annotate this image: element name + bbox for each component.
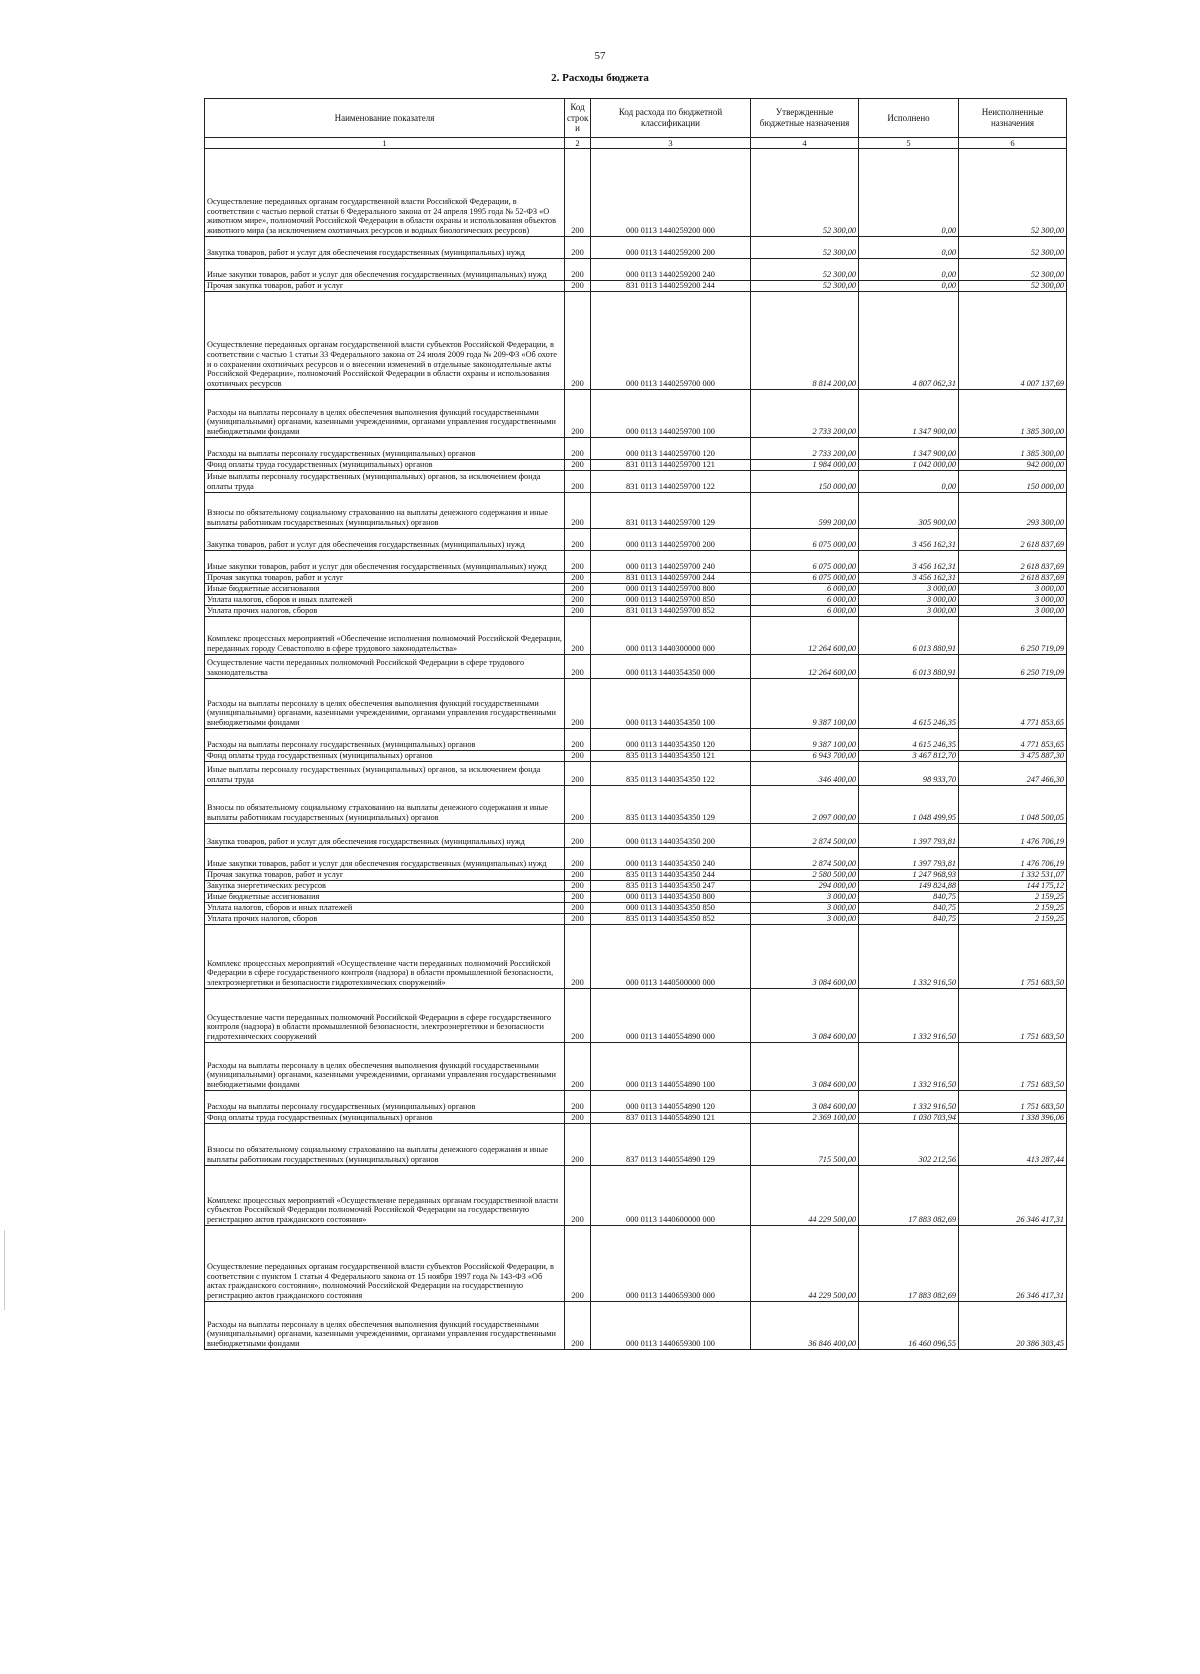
column-number: 3	[591, 138, 751, 149]
row-name: Фонд оплаты труда государственных (муниципальных) органов	[205, 751, 565, 762]
header-line-code: Код строк и	[565, 99, 591, 138]
row-line-code: 200	[565, 848, 591, 870]
table-row	[205, 584, 1067, 595]
row-line-code: 200	[565, 762, 591, 786]
row-expense-code: 000 0113 1440259200 000	[591, 149, 751, 237]
row-name: Уплата прочих налогов, сборов	[205, 606, 565, 617]
row-executed: 0,00	[859, 281, 959, 292]
row-unexecuted: 1 476 706,19	[959, 824, 1067, 848]
table-row	[205, 655, 1067, 679]
row-unexecuted: 1 751 683,50	[959, 989, 1067, 1043]
row-unexecuted: 144 175,12	[959, 881, 1067, 892]
header-row	[205, 99, 1067, 138]
row-approved: 52 300,00	[751, 259, 859, 281]
row-name: Осуществление переданных органам государственной власти субъектов Российской Федерации, в соответствии с частью 1 статьи 33 Федерального закона от 24 июля 2009 года № 209-ФЗ «Об охоте и о сохранении охотничьих ресурсов и о внесении изменений в отдельные законодательные акты Российской Федерации», полномочий Российской Федерации в области охраны и использования охотничьих ресурсов	[205, 292, 565, 390]
row-approved: 52 300,00	[751, 237, 859, 259]
row-expense-code: 831 0113 1440259700 129	[591, 493, 751, 529]
column-number: 5	[859, 138, 959, 149]
column-number-row	[205, 138, 1067, 149]
row-name: Расходы на выплаты персоналу государственных (муниципальных) органов	[205, 729, 565, 751]
row-expense-code: 000 0113 1440259200 200	[591, 237, 751, 259]
row-unexecuted: 52 300,00	[959, 281, 1067, 292]
row-expense-code: 831 0113 1440259700 121	[591, 460, 751, 471]
row-expense-code: 837 0113 1440554890 129	[591, 1124, 751, 1166]
row-expense-code: 000 0113 1440354350 000	[591, 655, 751, 679]
table-row	[205, 149, 1067, 237]
row-executed: 149 824,88	[859, 881, 959, 892]
row-unexecuted: 1 338 396,06	[959, 1113, 1067, 1124]
row-line-code: 200	[565, 551, 591, 573]
header-executed: Исполнено	[859, 99, 959, 138]
row-unexecuted: 1 385 300,00	[959, 390, 1067, 438]
row-expense-code: 831 0113 1440259700 852	[591, 606, 751, 617]
row-line-code: 200	[565, 438, 591, 460]
table-row	[205, 617, 1067, 655]
row-executed: 0,00	[859, 259, 959, 281]
table-row	[205, 460, 1067, 471]
row-unexecuted: 3 475 887,30	[959, 751, 1067, 762]
row-line-code: 200	[565, 595, 591, 606]
row-executed: 98 933,70	[859, 762, 959, 786]
column-number: 2	[565, 138, 591, 149]
row-name: Расходы на выплаты персоналу государственных (муниципальных) органов	[205, 438, 565, 460]
row-line-code: 200	[565, 149, 591, 237]
table-row	[205, 1166, 1067, 1226]
row-unexecuted: 26 346 417,31	[959, 1226, 1067, 1302]
row-unexecuted: 150 000,00	[959, 471, 1067, 493]
row-executed: 16 460 096,55	[859, 1302, 959, 1350]
table-row	[205, 595, 1067, 606]
row-executed: 1 247 968,93	[859, 870, 959, 881]
row-approved: 3 084 600,00	[751, 1043, 859, 1091]
row-approved: 44 229 500,00	[751, 1166, 859, 1226]
table-row	[205, 471, 1067, 493]
row-unexecuted: 52 300,00	[959, 237, 1067, 259]
table-row	[205, 762, 1067, 786]
row-name: Осуществление переданных органам государственной власти Российской Федерации, в соответствии с частью первой статьи 6 Федерального закона от 24 апреля 1995 года № 52-ФЗ «О животном мире», полномочий Российской Федерации в области охраны и использования объектов животного мира (за исключением охотничьих ресурсов и водных биологических ресурсов)	[205, 149, 565, 237]
row-expense-code: 835 0113 1440354350 244	[591, 870, 751, 881]
row-unexecuted: 4 007 137,69	[959, 292, 1067, 390]
row-executed: 302 212,56	[859, 1124, 959, 1166]
row-executed: 1 048 499,95	[859, 786, 959, 824]
row-unexecuted: 247 466,30	[959, 762, 1067, 786]
row-approved: 6 075 000,00	[751, 573, 859, 584]
row-expense-code: 000 0113 1440259700 200	[591, 529, 751, 551]
row-executed: 1 347 900,00	[859, 438, 959, 460]
row-approved: 6 000,00	[751, 595, 859, 606]
table-row	[205, 1124, 1067, 1166]
row-unexecuted: 26 346 417,31	[959, 1166, 1067, 1226]
row-line-code: 200	[565, 729, 591, 751]
table-row	[205, 786, 1067, 824]
row-line-code: 200	[565, 1091, 591, 1113]
row-executed: 17 883 082,69	[859, 1226, 959, 1302]
row-line-code: 200	[565, 751, 591, 762]
table-row	[205, 573, 1067, 584]
row-expense-code: 000 0113 1440600000 000	[591, 1166, 751, 1226]
row-name: Взносы по обязательному социальному страхованию на выплаты денежного содержания и иные выплаты работникам государственных (муниципальных) органов	[205, 786, 565, 824]
row-unexecuted: 1 476 706,19	[959, 848, 1067, 870]
row-executed: 4 615 246,35	[859, 679, 959, 729]
row-name: Закупка товаров, работ и услуг для обеспечения государственных (муниципальных) нужд	[205, 529, 565, 551]
row-expense-code: 835 0113 1440354350 122	[591, 762, 751, 786]
table-row	[205, 989, 1067, 1043]
header-expense-code: Код расхода по бюджетной классификации	[591, 99, 751, 138]
row-unexecuted: 52 300,00	[959, 149, 1067, 237]
row-name: Иные закупки товаров, работ и услуг для обеспечения государственных (муниципальных) нужд	[205, 551, 565, 573]
row-unexecuted: 1 751 683,50	[959, 925, 1067, 989]
table-row	[205, 529, 1067, 551]
row-unexecuted: 1 751 683,50	[959, 1043, 1067, 1091]
row-name: Расходы на выплаты персоналу в целях обеспечения выполнения функций государственными (муниципальными) органами, казенными учреждениями, органами управления государственными внебюджетными фондами	[205, 1043, 565, 1091]
row-line-code: 200	[565, 281, 591, 292]
row-approved: 12 264 600,00	[751, 655, 859, 679]
row-expense-code: 000 0113 1440554890 120	[591, 1091, 751, 1113]
row-executed: 840,75	[859, 914, 959, 925]
row-executed: 0,00	[859, 149, 959, 237]
header-indicator-name: Наименование показателя	[205, 99, 565, 138]
section-title: 2. Расходы бюджета	[551, 72, 649, 84]
row-executed: 1 332 916,50	[859, 989, 959, 1043]
row-expense-code: 000 0113 1440259700 100	[591, 390, 751, 438]
scan-margin-mark	[4, 1230, 5, 1310]
row-executed: 0,00	[859, 237, 959, 259]
table-row	[205, 824, 1067, 848]
row-unexecuted: 3 000,00	[959, 595, 1067, 606]
row-name: Осуществление части переданных полномочий Российской Федерации в сфере трудового законодательства	[205, 655, 565, 679]
row-name: Прочая закупка товаров, работ и услуг	[205, 573, 565, 584]
row-approved: 6 075 000,00	[751, 529, 859, 551]
row-executed: 1 397 793,81	[859, 848, 959, 870]
row-expense-code: 000 0113 1440500000 000	[591, 925, 751, 989]
row-name: Закупка энергетических ресурсов	[205, 881, 565, 892]
row-expense-code: 000 0113 1440354350 120	[591, 729, 751, 751]
table-row	[205, 892, 1067, 903]
table-body	[205, 149, 1067, 1350]
table-row	[205, 438, 1067, 460]
row-name: Уплата налогов, сборов и иных платежей	[205, 595, 565, 606]
row-executed: 17 883 082,69	[859, 1166, 959, 1226]
row-executed: 1 347 900,00	[859, 390, 959, 438]
row-approved: 2 733 200,00	[751, 438, 859, 460]
row-expense-code: 000 0113 1440259700 000	[591, 292, 751, 390]
table-row	[205, 881, 1067, 892]
table-row	[205, 259, 1067, 281]
table-row	[205, 870, 1067, 881]
row-unexecuted: 293 300,00	[959, 493, 1067, 529]
row-approved: 2 097 000,00	[751, 786, 859, 824]
row-expense-code: 000 0113 1440300000 000	[591, 617, 751, 655]
table-row	[205, 1302, 1067, 1350]
row-expense-code: 000 0113 1440354350 200	[591, 824, 751, 848]
row-line-code: 200	[565, 870, 591, 881]
header-unexecuted: Неисполненные назначения	[959, 99, 1067, 138]
table-row	[205, 493, 1067, 529]
row-executed: 3 000,00	[859, 584, 959, 595]
row-unexecuted: 2 618 837,69	[959, 573, 1067, 584]
table-row	[205, 848, 1067, 870]
row-line-code: 200	[565, 1226, 591, 1302]
row-line-code: 200	[565, 1113, 591, 1124]
row-executed: 6 013 880,91	[859, 617, 959, 655]
row-line-code: 200	[565, 606, 591, 617]
row-line-code: 200	[565, 460, 591, 471]
row-approved: 6 943 700,00	[751, 751, 859, 762]
table-row	[205, 925, 1067, 989]
row-executed: 3 467 812,70	[859, 751, 959, 762]
row-approved: 3 000,00	[751, 892, 859, 903]
row-approved: 6 000,00	[751, 584, 859, 595]
row-line-code: 200	[565, 617, 591, 655]
row-unexecuted: 1 385 300,00	[959, 438, 1067, 460]
column-number: 4	[751, 138, 859, 149]
row-approved: 2 580 500,00	[751, 870, 859, 881]
row-approved: 9 387 100,00	[751, 729, 859, 751]
row-executed: 1 042 000,00	[859, 460, 959, 471]
row-approved: 52 300,00	[751, 149, 859, 237]
row-executed: 1 030 703,94	[859, 1113, 959, 1124]
row-approved: 2 874 500,00	[751, 824, 859, 848]
row-expense-code: 000 0113 1440259700 850	[591, 595, 751, 606]
row-approved: 3 084 600,00	[751, 925, 859, 989]
table-row	[205, 237, 1067, 259]
row-expense-code: 000 0113 1440659300 000	[591, 1226, 751, 1302]
row-line-code: 200	[565, 573, 591, 584]
row-line-code: 200	[565, 584, 591, 595]
row-unexecuted: 20 386 303,45	[959, 1302, 1067, 1350]
row-approved: 8 814 200,00	[751, 292, 859, 390]
row-expense-code: 000 0113 1440554890 100	[591, 1043, 751, 1091]
row-executed: 3 456 162,31	[859, 573, 959, 584]
row-approved: 2 874 500,00	[751, 848, 859, 870]
row-name: Фонд оплаты труда государственных (муниципальных) органов	[205, 1113, 565, 1124]
row-executed: 3 000,00	[859, 606, 959, 617]
row-unexecuted: 2 159,25	[959, 914, 1067, 925]
table-row	[205, 292, 1067, 390]
table-row	[205, 903, 1067, 914]
row-line-code: 200	[565, 655, 591, 679]
row-name: Прочая закупка товаров, работ и услуг	[205, 281, 565, 292]
row-expense-code: 000 0113 1440354350 100	[591, 679, 751, 729]
row-approved: 150 000,00	[751, 471, 859, 493]
row-line-code: 200	[565, 786, 591, 824]
row-approved: 3 000,00	[751, 914, 859, 925]
table-row	[205, 1226, 1067, 1302]
row-expense-code: 000 0113 1440259700 800	[591, 584, 751, 595]
header-approved: Утвержденные бюджетные назначения	[751, 99, 859, 138]
column-number: 1	[205, 138, 565, 149]
row-unexecuted: 413 287,44	[959, 1124, 1067, 1166]
row-expense-code: 000 0113 1440259700 240	[591, 551, 751, 573]
row-executed: 0,00	[859, 471, 959, 493]
row-unexecuted: 6 250 719,09	[959, 617, 1067, 655]
row-expense-code: 000 0113 1440354350 240	[591, 848, 751, 870]
row-name: Закупка товаров, работ и услуг для обеспечения государственных (муниципальных) нужд	[205, 237, 565, 259]
row-executed: 1 397 793,81	[859, 824, 959, 848]
table-row	[205, 390, 1067, 438]
row-approved: 6 075 000,00	[751, 551, 859, 573]
row-approved: 6 000,00	[751, 606, 859, 617]
row-executed: 305 900,00	[859, 493, 959, 529]
row-unexecuted: 4 771 853,65	[959, 729, 1067, 751]
row-line-code: 200	[565, 259, 591, 281]
row-expense-code: 835 0113 1440354350 129	[591, 786, 751, 824]
row-unexecuted: 3 000,00	[959, 606, 1067, 617]
row-name: Расходы на выплаты персоналу в целях обеспечения выполнения функций государственными (муниципальными) органами, казенными учреждениями, органами управления государственными внебюджетными фондами	[205, 1302, 565, 1350]
row-name: Осуществление части переданных полномочий Российской Федерации в сфере государственного контроля (надзора) в области промышленной безопасности, электроэнергетики и безопасности гидротехнических сооружений	[205, 989, 565, 1043]
row-line-code: 200	[565, 914, 591, 925]
table-row	[205, 679, 1067, 729]
row-approved: 346 400,00	[751, 762, 859, 786]
row-expense-code: 000 0113 1440354350 800	[591, 892, 751, 903]
row-name: Иные закупки товаров, работ и услуг для обеспечения государственных (муниципальных) нужд	[205, 848, 565, 870]
row-unexecuted: 4 771 853,65	[959, 679, 1067, 729]
row-executed: 1 332 916,50	[859, 1043, 959, 1091]
row-line-code: 200	[565, 1302, 591, 1350]
table-row	[205, 606, 1067, 617]
row-line-code: 200	[565, 824, 591, 848]
table-row	[205, 729, 1067, 751]
row-executed: 3 456 162,31	[859, 529, 959, 551]
row-name: Расходы на выплаты персоналу в целях обеспечения выполнения функций государственными (муниципальными) органами, казенными учреждениями, органами управления государственными внебюджетными фондами	[205, 679, 565, 729]
row-expense-code: 831 0113 1440259700 122	[591, 471, 751, 493]
row-executed: 4 807 062,31	[859, 292, 959, 390]
row-approved: 3 084 600,00	[751, 989, 859, 1043]
table-row	[205, 1113, 1067, 1124]
row-name: Взносы по обязательному социальному страхованию на выплаты денежного содержания и иные выплаты работникам государственных (муниципальных) органов	[205, 1124, 565, 1166]
row-approved: 2 369 100,00	[751, 1113, 859, 1124]
row-name: Уплата прочих налогов, сборов	[205, 914, 565, 925]
row-line-code: 200	[565, 903, 591, 914]
row-executed: 6 013 880,91	[859, 655, 959, 679]
row-unexecuted: 2 159,25	[959, 892, 1067, 903]
row-executed: 3 000,00	[859, 595, 959, 606]
row-line-code: 200	[565, 390, 591, 438]
row-line-code: 200	[565, 1124, 591, 1166]
table-row	[205, 1043, 1067, 1091]
row-line-code: 200	[565, 292, 591, 390]
row-line-code: 200	[565, 989, 591, 1043]
row-executed: 1 332 916,50	[859, 925, 959, 989]
row-expense-code: 837 0113 1440554890 121	[591, 1113, 751, 1124]
row-name: Иные выплаты персоналу государственных (муниципальных) органов, за исключением фонда оплаты труда	[205, 762, 565, 786]
row-unexecuted: 3 000,00	[959, 584, 1067, 595]
row-approved: 36 846 400,00	[751, 1302, 859, 1350]
row-name: Расходы на выплаты персоналу государственных (муниципальных) органов	[205, 1091, 565, 1113]
row-unexecuted: 6 250 719,09	[959, 655, 1067, 679]
row-expense-code: 835 0113 1440354350 852	[591, 914, 751, 925]
row-expense-code: 000 0113 1440259200 240	[591, 259, 751, 281]
row-executed: 840,75	[859, 903, 959, 914]
row-expense-code: 000 0113 1440259700 120	[591, 438, 751, 460]
row-approved: 3 084 600,00	[751, 1091, 859, 1113]
row-executed: 840,75	[859, 892, 959, 903]
row-line-code: 200	[565, 892, 591, 903]
row-name: Иные выплаты персоналу государственных (муниципальных) органов, за исключением фонда оплаты труда	[205, 471, 565, 493]
table-row	[205, 551, 1067, 573]
row-unexecuted: 1 048 500,05	[959, 786, 1067, 824]
row-line-code: 200	[565, 237, 591, 259]
row-approved: 12 264 600,00	[751, 617, 859, 655]
row-executed: 1 332 916,50	[859, 1091, 959, 1113]
row-unexecuted: 2 159,25	[959, 903, 1067, 914]
row-approved: 1 984 000,00	[751, 460, 859, 471]
row-unexecuted: 2 618 837,69	[959, 529, 1067, 551]
row-name: Комплекс процессных мероприятий «Осуществление переданных органам государственной власти субъектов Российской Федерации полномочий Российской Федерации на государственную регистрацию актов гражданского состояния»	[205, 1166, 565, 1226]
row-line-code: 200	[565, 679, 591, 729]
table-row	[205, 1091, 1067, 1113]
table-row	[205, 281, 1067, 292]
row-name: Иные бюджетные ассигнования	[205, 584, 565, 595]
row-approved: 599 200,00	[751, 493, 859, 529]
row-expense-code: 835 0113 1440354350 121	[591, 751, 751, 762]
row-name: Взносы по обязательному социальному страхованию на выплаты денежного содержания и иные выплаты работникам государственных (муниципальных) органов	[205, 493, 565, 529]
row-line-code: 200	[565, 1043, 591, 1091]
column-number: 6	[959, 138, 1067, 149]
row-unexecuted: 52 300,00	[959, 259, 1067, 281]
row-approved: 715 500,00	[751, 1124, 859, 1166]
row-executed: 4 615 246,35	[859, 729, 959, 751]
row-name: Расходы на выплаты персоналу в целях обеспечения выполнения функций государственными (муниципальными) органами, казенными учреждениями, органами управления государственными внебюджетными фондами	[205, 390, 565, 438]
row-approved: 294 000,00	[751, 881, 859, 892]
row-name: Иные закупки товаров, работ и услуг для обеспечения государственных (муниципальных) нужд	[205, 259, 565, 281]
row-expense-code: 000 0113 1440354350 850	[591, 903, 751, 914]
row-approved: 9 387 100,00	[751, 679, 859, 729]
row-unexecuted: 1 332 531,07	[959, 870, 1067, 881]
budget-expenses-table	[204, 98, 1067, 1350]
table-row	[205, 914, 1067, 925]
row-unexecuted: 2 618 837,69	[959, 551, 1067, 573]
row-name: Комплекс процессных мероприятий «Обеспечение исполнения полномочий Российской Федерации, переданных городу Севастополю в сфере трудового законодательства»	[205, 617, 565, 655]
row-line-code: 200	[565, 529, 591, 551]
row-approved: 44 229 500,00	[751, 1226, 859, 1302]
row-expense-code: 000 0113 1440659300 100	[591, 1302, 751, 1350]
table-row	[205, 751, 1067, 762]
row-expense-code: 831 0113 1440259200 244	[591, 281, 751, 292]
page-number: 57	[594, 50, 606, 62]
row-executed: 3 456 162,31	[859, 551, 959, 573]
row-name: Прочая закупка товаров, работ и услуг	[205, 870, 565, 881]
row-unexecuted: 942 000,00	[959, 460, 1067, 471]
row-name: Уплата налогов, сборов и иных платежей	[205, 903, 565, 914]
row-approved: 3 000,00	[751, 903, 859, 914]
row-name: Фонд оплаты труда государственных (муниципальных) органов	[205, 460, 565, 471]
row-expense-code: 000 0113 1440554890 000	[591, 989, 751, 1043]
row-name: Закупка товаров, работ и услуг для обеспечения государственных (муниципальных) нужд	[205, 824, 565, 848]
row-line-code: 200	[565, 471, 591, 493]
row-name: Осуществление переданных органам государственной власти субъектов Российской Федерации, в соответствии с пунктом 1 статьи 4 Федерального закона от 15 ноября 1997 года № 143-ФЗ «Об актах гражданского состояния», полномочий Российской Федерации на государственную регистрацию актов гражданского состояния	[205, 1226, 565, 1302]
row-name: Иные бюджетные ассигнования	[205, 892, 565, 903]
row-line-code: 200	[565, 881, 591, 892]
row-line-code: 200	[565, 493, 591, 529]
row-approved: 52 300,00	[751, 281, 859, 292]
row-approved: 2 733 200,00	[751, 390, 859, 438]
row-name: Комплекс процессных мероприятий «Осуществление части переданных полномочий Российской Федерации в сфере государственного контроля (надзора) в области промышленной безопасности, электроэнергетики и безопасности гидротехнических сооружений»	[205, 925, 565, 989]
row-line-code: 200	[565, 925, 591, 989]
row-expense-code: 835 0113 1440354350 247	[591, 881, 751, 892]
row-unexecuted: 1 751 683,50	[959, 1091, 1067, 1113]
row-expense-code: 831 0113 1440259700 244	[591, 573, 751, 584]
row-line-code: 200	[565, 1166, 591, 1226]
